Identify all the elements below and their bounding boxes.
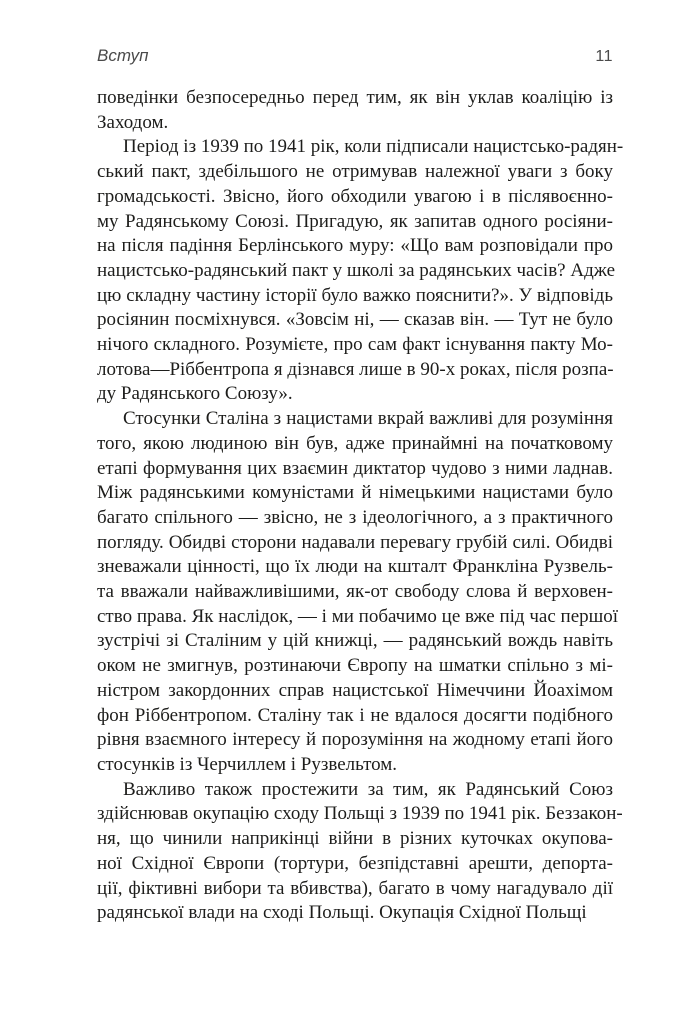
text-line: нацистсько-радянський пакт у школі за радянських часів? Адже: [97, 259, 616, 281]
text-line: нічого складного. Розумієте, про сам факт існування пакту Мо-: [97, 334, 613, 356]
text-line: погляду. Обидві сторони надавали перевагу грубій силі. Обидві: [97, 531, 613, 553]
text-line: Між радянськими комуністами й німецькими нацистами було: [97, 482, 613, 504]
text-line: ня, що чинили наприкінці війни в різних куточках окупова-: [97, 828, 613, 850]
text-line: того, якою людиною він був, адже принаймні на початковому: [97, 432, 613, 454]
text-line: рівня взаємного інтересу й порозуміння на жодному етапі його: [97, 729, 613, 751]
text-line: му Радянському Союзі. Пригадую, як запитав одного росіяни-: [97, 210, 613, 232]
text-line: стосунків із Черчиллем і Рузвельтом.: [97, 753, 398, 775]
page-header: [97, 46, 613, 66]
text-line: ду Радянського Союзу».: [97, 383, 293, 405]
paragraph: [97, 778, 623, 926]
text-line: радянської влади на сході Польщі. Окупація Східної Польщі: [97, 902, 587, 924]
text-line: ції, фіктивні вибори та вбивства), багато в чому нагадувало дії: [97, 877, 613, 899]
paragraph: [97, 86, 613, 135]
running-title: Вступ: [97, 46, 149, 65]
text-line: та вважали найважливішими, як-от свободу слова й верховен-: [97, 581, 613, 603]
paragraph: [97, 407, 619, 778]
text-line: Заходом.: [97, 111, 169, 133]
text-line: етапі формування цих взаємин диктатор чудово з ними ладнав.: [97, 457, 613, 479]
text-line: лотова—Ріббентропа я дізнався лише в 90-х роках, після розпа-: [97, 358, 614, 380]
text-line: ної Східної Європи (тортури, безпідставні арешти, депорта-: [97, 852, 613, 874]
text-line: росіянин посміхнувся. «Зовсім ні, — сказав він. — Тут не було: [97, 309, 613, 331]
text-line: Період із 1939 по 1941 рік, коли підписали нацистсько-радян-: [123, 136, 624, 158]
text-line: здійснював окупацію сходу Польщі з 1939 по 1941 рік. Беззакон-: [97, 803, 623, 825]
text-line: зневажали цінності, що їх люди на кшталт Франкліна Рузвель-: [97, 556, 613, 578]
text-line: ністром закордонних справ нацистської Німеччини Йоахімом: [97, 679, 613, 701]
text-line: на після падіння Берлінського муру: «Що вам розповідали про: [97, 235, 613, 257]
text-line: поведінки безпосередньо перед тим, як він уклав коаліцію із: [97, 87, 613, 108]
text-line: фон Ріббентропом. Сталіну так і не вдалося досягти подібного: [97, 704, 613, 726]
text-line: цю складну частину історії було важко пояснити?». У відповідь: [97, 284, 613, 306]
page-number: 11: [595, 48, 613, 65]
body-text: [97, 86, 624, 926]
text-line: ство права. Як наслідок, — і ми побачимо це вже під час першої: [97, 605, 619, 627]
text-line: ський пакт, здебільшого не отримував належної уваги з боку: [97, 161, 613, 183]
text-line: зустрічі зі Сталіним у цій книжці, — радянський вождь навіть: [97, 630, 613, 652]
paragraph: [97, 135, 624, 407]
text-line: громадськості. Звісно, його обходили увагою і в післявоєнно-: [97, 185, 613, 207]
text-line: Важливо також простежити за тим, як Радянський Союз: [123, 778, 613, 800]
text-line: багато спільного — звісно, не з ідеологічного, а з практичного: [97, 506, 613, 528]
text-line: оком не змигнув, розтинаючи Європу на шматки спільно з мі-: [97, 655, 613, 677]
text-line: Стосунки Сталіна з нацистами вкрай важливі для розуміння: [123, 408, 613, 430]
